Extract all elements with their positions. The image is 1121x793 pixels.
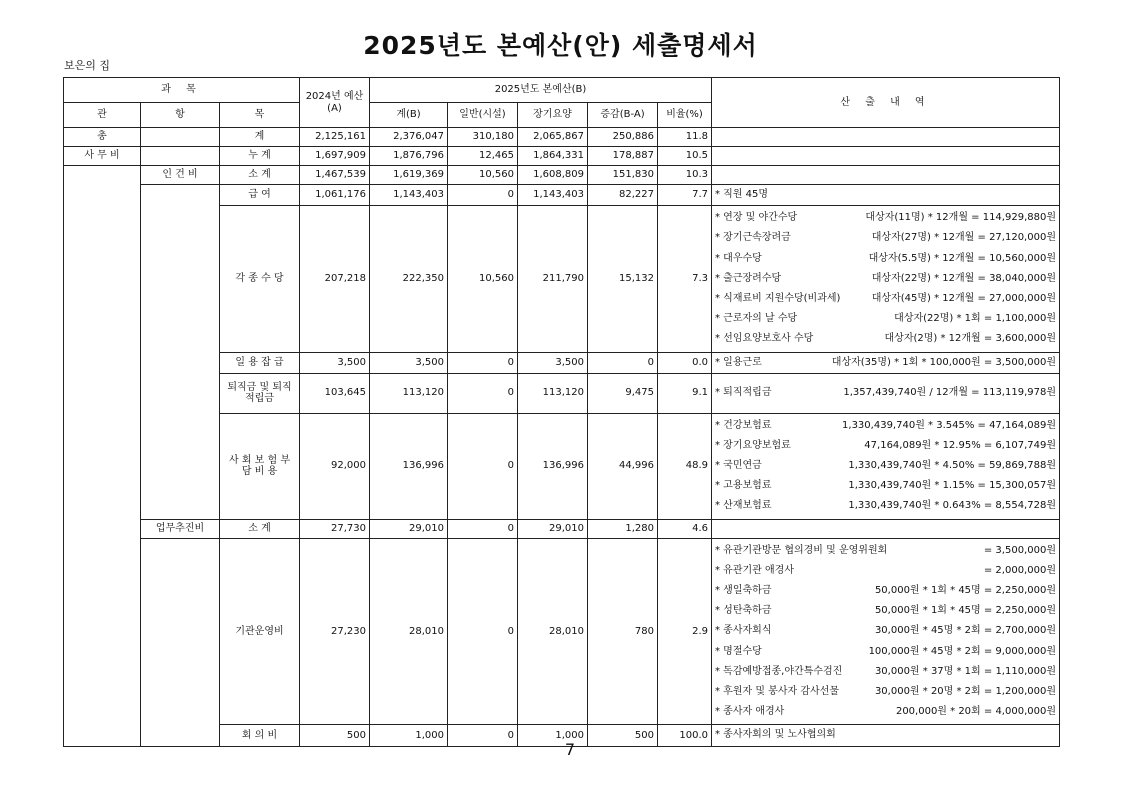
mok-label: 소 계 [220,166,300,185]
cell-general: 0 [448,538,518,725]
table-row [64,519,1060,538]
grand-total-b: 2,376,047 [370,128,448,147]
cell-diff: 500 [588,725,658,746]
calc-line-label: * 근로자의 날 수당 [715,313,798,325]
calc-cell [712,373,1060,413]
cell-diff: 0 [588,352,658,373]
header-longterm: 장기요양 [518,103,588,128]
calc-line [715,208,1056,228]
calc-line-amount: 대상자(22명) * 12개월 = 38,040,000원 [871,272,1056,284]
header-prev-budget: 2024년 예산(A) [300,78,370,128]
calc-line-amount: 1,330,439,740원 * 1.15% = 15,300,057원 [848,480,1056,492]
calc-line-label: * 출근장려수당 [715,272,782,284]
calc-line-label: * 생일축하금 [715,585,772,596]
calc-line-amount: 대상자(2명) * 12개월 = 3,600,000원 [884,333,1056,345]
calc-line [715,269,1056,289]
calc-line-amount: 1,357,439,740원 / 12개월 = 113,119,978원 [843,387,1056,399]
cell-prev: 3,500 [300,352,370,373]
cell-prev: 27,230 [300,538,370,725]
calc-line-amount: 대상자(27명) * 12개월 = 27,120,000원 [871,232,1056,244]
calc-line-label: * 유관기관 애경사 [715,564,794,576]
cell-longterm: 3,500 [518,352,588,373]
calc-line-label: * 장기근속장려금 [715,232,791,244]
mok-label: 소 계 [220,519,300,538]
calc-line-label: * 독감예방접종,야간특수검진 [715,665,843,677]
cell-prev: 1,061,176 [300,185,370,206]
table-row [64,147,1060,166]
organization-name: 보은의 집 [64,59,111,72]
cell-general: 0 [448,413,518,519]
calc-line-amount: 대상자(35명) * 1회 * 100,000원 = 3,500,000원 [831,356,1056,368]
gwan-office: 사 무 비 [64,147,141,166]
hang-business: 업무추진비 [141,519,220,538]
calc-line-label: * 직원 45명 [715,189,769,200]
cell-ratio: 4.6 [658,519,712,538]
calc-line [715,581,1056,601]
header-current-budget: 2025년도 본예산(B) [370,78,712,103]
cell-prev: 1,467,539 [300,166,370,185]
calc-line-label: * 국민연금 [715,460,762,472]
header-calculation: 산 출 내 역 [712,78,1060,128]
header-mok: 목 [220,103,300,128]
cell-total: 28,010 [370,538,448,725]
calc-cell [712,185,1060,206]
grand-total-a: 2,125,161 [300,128,370,147]
header-gwan: 관 [64,103,141,128]
calc-line [715,682,1056,702]
cell-total: 113,120 [370,373,448,413]
cell-general: 0 [448,725,518,746]
calc-line [715,496,1056,516]
calc-line-label: * 연장 및 야간수당 [715,212,798,224]
calc-line [715,416,1056,436]
cell-total: 136,996 [370,413,448,519]
cell-diff: 15,132 [588,206,658,352]
calc-line-amount: 30,000원 * 20명 * 2회 = 1,200,000원 [874,685,1056,697]
calc-line-amount: = 2,000,000원 [983,564,1056,576]
cell-ratio: 0.0 [658,352,712,373]
page-number: 7 [564,740,576,759]
calc-line-label: * 유관기관방문 협의경비 및 운영위원회 [715,544,888,556]
calc-line-amount: 대상자(11명) * 12개월 = 114,929,880원 [865,212,1056,224]
calc-line [715,228,1056,248]
calc-line-amount: 대상자(45명) * 12개월 = 27,000,000원 [871,292,1056,304]
calc-line [715,601,1056,621]
calc-line-amount: 100,000원 * 45명 * 2회 = 9,000,000원 [868,645,1056,657]
cell-total: 1,876,796 [370,147,448,166]
mok-label: 기관운영비 [220,538,300,725]
cell-longterm: 113,120 [518,373,588,413]
calc-line-label: * 퇴직적립금 [715,387,772,399]
calc-line-label: * 종사자 애경사 [715,706,785,718]
calc-line [715,662,1056,682]
cell-total: 222,350 [370,206,448,352]
grand-total-ratio: 11.8 [658,128,712,147]
cell-diff: 82,227 [588,185,658,206]
cell-ratio: 10.3 [658,166,712,185]
mok-label: 사 회 보 험 부 담 비 용 [220,413,300,519]
calc-cell [712,352,1060,373]
calc-line-amount: 47,164,089원 * 12.95% = 6,107,749원 [864,439,1056,451]
cell-diff: 44,996 [588,413,658,519]
calc-line-label: * 장기요양보험료 [715,439,791,451]
header-ratio: 비율(%) [658,103,712,128]
calc-line-label: * 대우수당 [715,252,762,264]
cell-diff: 780 [588,538,658,725]
cell-total: 29,010 [370,519,448,538]
cell-ratio: 2.9 [658,538,712,725]
cell-diff: 151,830 [588,166,658,185]
calc-line-amount: 30,000원 * 37명 * 1회 = 1,110,000원 [874,665,1056,677]
cell-ratio: 48.9 [658,413,712,519]
cell-general: 0 [448,519,518,538]
cell-general: 0 [448,185,518,206]
cell-diff: 9,475 [588,373,658,413]
calc-line-amount: 대상자(22명) * 1회 = 1,100,000원 [894,313,1056,325]
cell-general: 10,560 [448,166,518,185]
grand-total-general: 310,180 [448,128,518,147]
cell-general: 0 [448,352,518,373]
cell-general: 0 [448,373,518,413]
budget-table [63,77,1060,747]
calc-line-label: * 명절수당 [715,645,762,657]
calc-line-amount: 1,330,439,740원 * 3.545% = 47,164,089원 [842,419,1056,431]
calc-line-amount: 1,330,439,740원 * 0.643% = 8,554,728원 [848,500,1056,512]
cell-prev: 27,730 [300,519,370,538]
table-row [64,166,1060,185]
calc-line-amount: = 3,500,000원 [983,544,1056,556]
cell-prev: 103,645 [300,373,370,413]
cell-total: 1,000 [370,725,448,746]
cell-total: 1,143,403 [370,185,448,206]
cell-prev: 207,218 [300,206,370,352]
header-subject: 과 목 [64,78,300,103]
mok-label: 각 종 수 당 [220,206,300,352]
cell-total: 1,619,369 [370,166,448,185]
grand-total-longterm: 2,065,867 [518,128,588,147]
calc-line-label: * 산재보험료 [715,500,772,512]
calc-line-label: * 식재료비 지원수당(비과세) [715,292,841,304]
cell-diff: 1,280 [588,519,658,538]
cell-prev: 1,697,909 [300,147,370,166]
grand-total-diff: 250,886 [588,128,658,147]
calc-line-label: * 종사자회의 및 노사협의회 [715,729,836,741]
mok-label: 퇴직금 및 퇴직 적립금 [220,373,300,413]
header-total-b: 계(B) [370,103,448,128]
calc-line-amount: 50,000원 * 1회 * 45명 = 2,250,000원 [874,605,1056,617]
calc-line-label: * 후원자 및 봉사자 감사선물 [715,685,839,697]
cell-general: 10,560 [448,206,518,352]
calc-line-label: * 선임요양보호사 수당 [715,333,814,345]
cell-longterm: 1,000 [518,725,588,746]
calc-line [715,561,1056,581]
calc-line-label: * 성탄축하금 [715,605,772,617]
calc-line-amount: 1,330,439,740원 * 4.50% = 59,869,788원 [848,460,1056,472]
cell-longterm: 29,010 [518,519,588,538]
calc-line-label: * 일용근로 [715,356,762,368]
cell-longterm: 1,864,331 [518,147,588,166]
calc-line [715,621,1056,641]
calc-line-label: * 고용보험료 [715,480,772,492]
header-diff: 증감(B-A) [588,103,658,128]
grand-total-label-b: 계 [220,128,300,147]
cell-longterm: 1,143,403 [518,185,588,206]
calc-line-label: * 종사자회식 [715,625,772,637]
calc-line [715,383,1056,403]
cell-diff: 178,887 [588,147,658,166]
calc-line [715,476,1056,496]
calc-line [715,329,1056,349]
mok-label: 급 여 [220,185,300,206]
hang-personnel: 인 건 비 [141,166,220,185]
cell-longterm: 211,790 [518,206,588,352]
table-row [64,128,1060,147]
cell-longterm: 1,608,809 [518,166,588,185]
header-hang: 항 [141,103,220,128]
mok-label: 누 계 [220,147,300,166]
cell-ratio: 100.0 [658,725,712,746]
calc-line [715,456,1056,476]
mok-label: 회 의 비 [220,725,300,746]
calc-cell [712,413,1060,519]
calc-line [715,702,1056,722]
calc-line [715,289,1056,309]
cell-total: 3,500 [370,352,448,373]
calc-cell [712,538,1060,725]
calc-line-label: * 건강보험료 [715,419,772,431]
cell-ratio: 7.7 [658,185,712,206]
calc-line [715,249,1056,269]
calc-line-amount: 30,000원 * 45명 * 2회 = 2,700,000원 [874,625,1056,637]
table-row [64,538,1060,725]
grand-total-label-a: 총 [64,128,141,147]
document-title: 2025년도 본예산(안) 세출명세서 [363,31,758,60]
cell-general: 12,465 [448,147,518,166]
cell-prev: 92,000 [300,413,370,519]
cell-ratio: 10.5 [658,147,712,166]
calc-line-amount: 대상자(5.5명) * 12개월 = 10,560,000원 [868,252,1056,264]
calc-line [715,642,1056,662]
calc-line [715,541,1056,561]
calc-line-amount: 50,000원 * 1회 * 45명 = 2,250,000원 [874,585,1056,596]
calc-line-amount: 200,000원 * 20회 = 4,000,000원 [895,706,1056,718]
mok-label: 일 용 잡 급 [220,352,300,373]
calc-line [715,353,1056,373]
header-general: 일반(시설) [448,103,518,128]
cell-longterm: 28,010 [518,538,588,725]
cell-ratio: 9.1 [658,373,712,413]
calc-line [715,309,1056,329]
cell-ratio: 7.3 [658,206,712,352]
cell-longterm: 136,996 [518,413,588,519]
cell-prev: 500 [300,725,370,746]
calc-line [715,436,1056,456]
calc-line [715,185,1056,205]
calc-cell [712,206,1060,352]
table-row [64,185,1060,206]
